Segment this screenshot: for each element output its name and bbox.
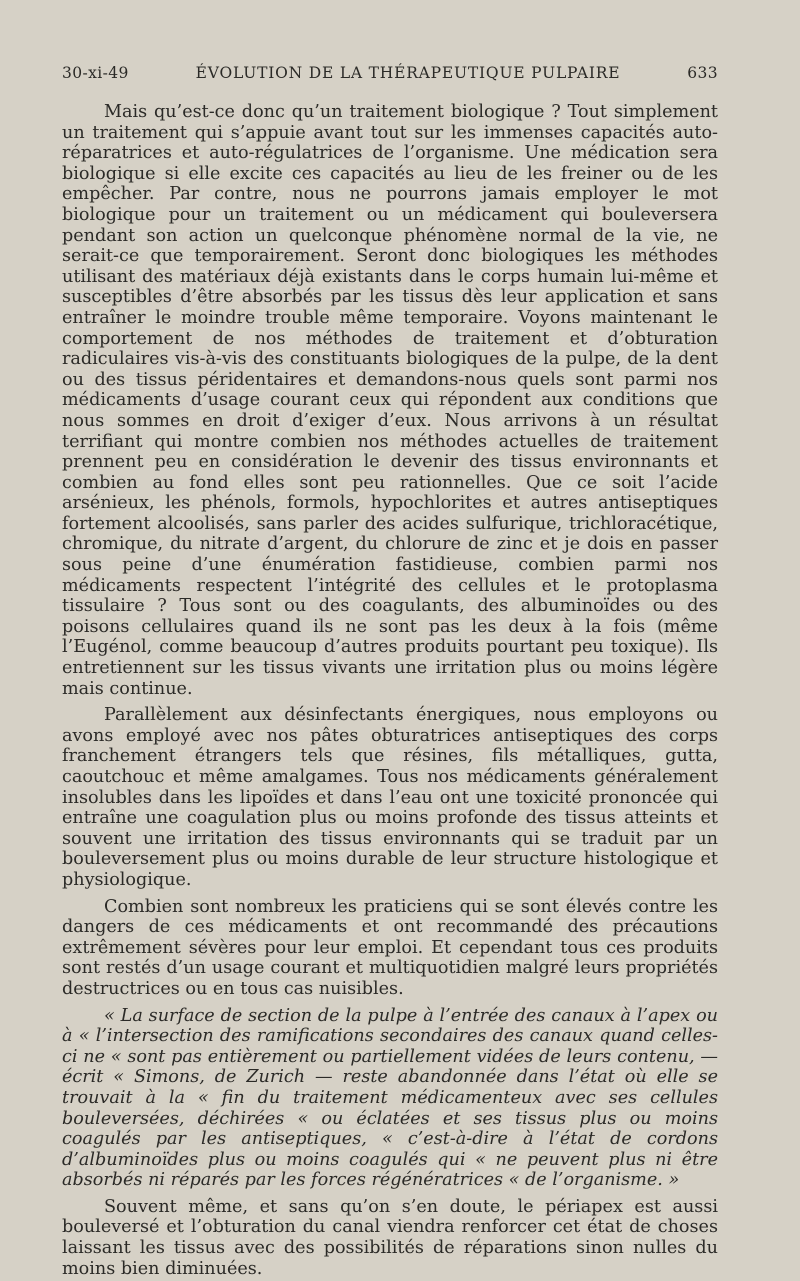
- quotation-block: « La surface de section de la pulpe à l’entrée des canaux à l’apex ou à « l’intersection des ramifications secondaires des canaux quand celles-ci ne « sont pas entièrement ou partiellement vidées de leurs contenu, — écrit « Simons, de Zurich — reste abandonnée dans l’état où elle se trouvait à la « fin du traitement médicamenteux avec ses cellules bouleversées, déchirées « ou éclatées et ses tissus plus ou moins coagulés par les antiseptiques, « c’est-à-dire à l’état de cordons d’albuminoïdes plus ou moins coagulés qui « ne peuvent plus ni être absorbés ni réparés par les forces régénératrices « de l’organisme. »: [62, 1005, 718, 1191]
- running-header: [62, 64, 718, 82]
- page-number: 633: [687, 64, 718, 82]
- header-title: ÉVOLUTION DE LA THÉRAPEUTIQUE PULPAIRE: [195, 64, 621, 82]
- closing-paragraph: Souvent même, et sans qu’on s’en doute, le périapex est aussi bouleversé et l’obturation du canal viendra renforcer cet état de choses laissant les tissus avec des possibilités de réparations sinon nulles du moins bien diminuées.: [62, 1196, 718, 1279]
- header-date: 30-xi-49: [62, 64, 129, 82]
- paragraph-2: Parallèlement aux désinfectants énergiques, nous employons ou avons employé avec nos pâtes obturatrices antiseptiques des corps franchement étrangers tels que résines, fils métalliques, gutta, caoutchouc et même amalgames. Tous nos médicaments généralement insolubles dans les lipoïdes et dans l’eau ont une toxicité prononcée qui entraîne une coagulation plus ou moins profonde des tissus atteints et souvent une irritation des tissus environnants qui se traduit par un bouleversement plus ou moins durable de leur structure histologique et physiologique.: [62, 705, 718, 890]
- paragraph-1: Mais qu’est-ce donc qu’un traitement biologique ? Tout simplement un traitement qui s’appuie avant tout sur les immenses capacités auto-réparatrices et auto-régulatrices de l’organisme. Une médication sera biologique si elle excite ces capacités au lieu de les freiner ou de les empêcher. Par contre, nous ne pourrons jamais employer le mot biologique pour un traitement ou un médicament qui bouleversera pendant son action un quelconque phénomène normal de la vie, ne serait-ce que temporairement. Seront donc biologiques les méthodes utilisant des matériaux déjà existants dans le corps humain lui-même et susceptibles d’être absorbés par les tissus dès leur application et sans entraîner le moindre trouble même temporaire. Voyons maintenant le comportement de nos méthodes de traitement et d’obturation radiculaires vis-à-vis des constituants biologiques de la pulpe, de la dent ou des tissus péridentaires et demandons-nous quels sont parmi nos médicaments d’usage courant ceux qui répondent aux conditions que nous sommes en droit d’exiger d’eux. Nous arrivons à un résultat terrifiant qui montre combien nos méthodes actuelles de traitement prennent peu en considération le devenir des tissus environnants et combien au fond elles sont peu rationnelles. Que ce soit l’acide arsénieux, les phénols, formols, hypochlorites et autres antiseptiques fortement alcoolisés, sans parler des acides sulfurique, trichloracétique, chromique, du nitrate d’argent, du chlorure de zinc et je dois en passer sous peine d’une énumération fastidieuse, combien parmi nos médicaments respectent l’intégrité des cellules et le protoplasma tissulaire ? Tous sont ou des coagulants, des albuminoïdes ou des poisons cellulaires quand ils ne sont pas les deux à la fois (même l’Eugénol, comme beaucoup d’autres produits pourtant peu toxique). Ils entretiennent sur les tissus vivants une irritation plus ou moins légère mais continue.: [62, 102, 718, 699]
- paragraph-3: Combien sont nombreux les praticiens qui se sont élevés contre les dangers de ces médicaments et ont recommandé des précautions extrêmement sévères pour leur emploi. Et cependant tous ces produits sont restés d’un usage courant et multiquotidien malgré leurs propriétés destructrices ou en tous cas nuisibles.: [62, 896, 718, 999]
